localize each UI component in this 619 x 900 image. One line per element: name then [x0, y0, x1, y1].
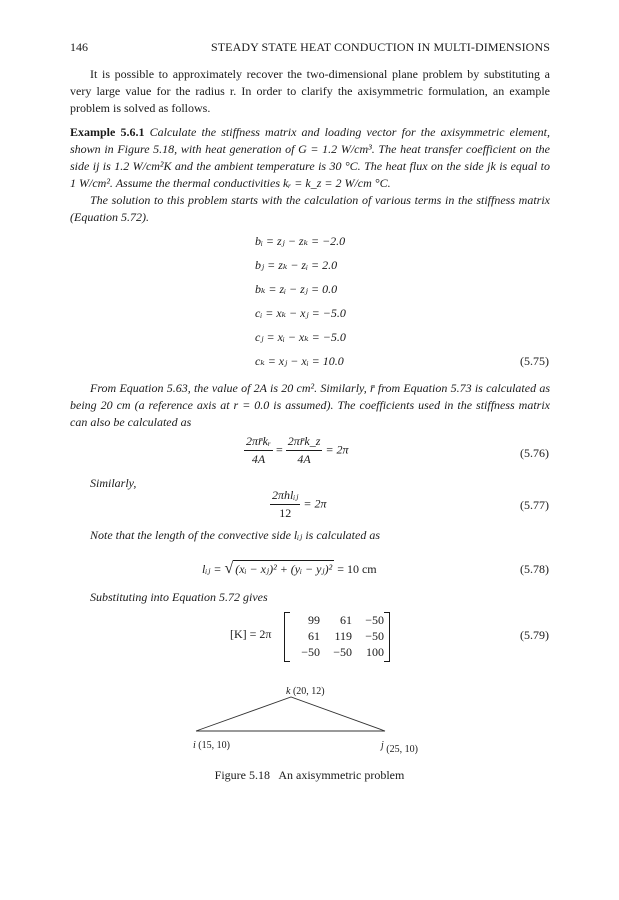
similarly-label: Similarly,	[90, 476, 137, 490]
node-i-name: i	[193, 740, 196, 751]
matrix-cell-3-2: −50	[333, 645, 352, 659]
eq-577-rhs: = 2π	[303, 496, 327, 511]
matrix-cell-2-1: 61	[308, 629, 320, 643]
page-number: 146	[70, 40, 88, 54]
eq-575-line-3: bₖ = zᵢ − zⱼ = 0.0	[255, 282, 338, 296]
node-k-label	[286, 686, 325, 697]
eq-575-line-6: cₖ = xⱼ − xᵢ = 10.0	[255, 354, 344, 368]
eq-577	[270, 488, 327, 521]
eq-578-radicand: (xᵢ − xⱼ)² + (yᵢ − yⱼ)²	[235, 562, 333, 576]
eq-576-frac-2	[286, 434, 323, 467]
eq-578-rhs: = 10 cm	[337, 562, 377, 576]
node-j-name: j	[381, 740, 384, 751]
matrix-cell-2-3: −50	[365, 629, 384, 643]
figure-caption: Figure 5.18 An axisymmetric problem	[214, 768, 405, 782]
example-text: Calculate the stiffness matrix and loading vector for the axisymmetric element, shown in Figure 5.18, with heat generation of G = 1.2 W/cm³. The heat transfer coefficient on the side ij is 1.2 W/cm²K and the ambient temperature is 30 °C. The heat flux on the side jk is equal to 1 W/cm². Assume the thermal conductivities kᵣ = k_z = 2 W/cm °C.	[70, 125, 550, 190]
node-k-coords: (20, 12)	[292, 686, 325, 697]
eq-579-lhs: [K] = 2π	[230, 627, 272, 641]
substituting-label: Substituting into Equation 5.72 gives	[90, 590, 268, 604]
node-k-name: k	[286, 686, 291, 697]
stiffness-matrix	[284, 612, 390, 660]
eq-576-number: (5.76)	[520, 446, 549, 460]
eq-576-num-1: 2πr̄kᵣ	[244, 434, 273, 451]
node-i-coords: (15, 10)	[198, 740, 230, 751]
eq-575-line-5: cⱼ = xᵢ − xₖ = −5.0	[255, 330, 346, 344]
matrix-bracket-right	[384, 612, 390, 662]
matrix-cell-3-3: 100	[366, 645, 384, 659]
running-title: STEADY STATE HEAT CONDUCTION IN MULTI-DIMENSIONS	[210, 40, 550, 54]
node-j-coords: (25, 10)	[386, 744, 418, 755]
example-label: Example 5.6.1	[70, 125, 145, 139]
matrix-cell-1-2: 61	[340, 613, 352, 627]
triangle-element	[196, 697, 385, 731]
note-length: Note that the length of the convective side lᵢⱼ is calculated as	[90, 528, 380, 542]
eq-575-number: (5.75)	[520, 354, 549, 368]
matrix-grid	[290, 612, 386, 660]
eq-577-num: 2πhlᵢⱼ	[270, 488, 300, 505]
eq-576-num-2: 2πr̄k_z	[286, 434, 323, 451]
eq-576-frac-1	[244, 434, 273, 467]
eq-576-equals: =	[275, 442, 286, 457]
eq-576-den-2: 4A	[297, 452, 311, 466]
para-area-radius: From Equation 5.63, the value of 2A is 20 cm². Similarly, r̄ from Equation 5.73 is calculated as being 20 cm (a reference axis at r = 0.0 is assumed). The coefficients used in the stiffness matrix can also be calculated as	[70, 381, 550, 429]
example-statement	[70, 124, 550, 192]
matrix-cell-2-2: 119	[334, 629, 352, 643]
eq-577-frac	[270, 488, 300, 521]
matrix-cell-1-1: 99	[308, 613, 320, 627]
intro-paragraph: It is possible to approximately recover the two-dimensional plane problem by substituting a very large value for the radius r. In order to clarify the axisymmetric formulation, an example problem is solved as follows.	[70, 67, 550, 115]
eq-575-line-4: cᵢ = xₖ − xⱼ = −5.0	[255, 306, 346, 320]
eq-578	[202, 560, 377, 578]
page-header	[70, 40, 550, 56]
eq-579-number: (5.79)	[520, 628, 549, 642]
eq-576	[244, 434, 349, 467]
sqrt-icon: √	[224, 560, 234, 577]
eq-578-lhs: lᵢⱼ =	[202, 562, 222, 576]
eq-577-number: (5.77)	[520, 498, 549, 512]
eq-578-number: (5.78)	[520, 562, 549, 576]
node-j-label	[381, 740, 418, 755]
solution-intro: The solution to this problem starts with the calculation of various terms in the stiffness matrix (Equation 5.72).	[70, 193, 550, 224]
matrix-cell-1-3: −50	[365, 613, 384, 627]
eq-577-den: 12	[279, 506, 292, 520]
node-i-label	[193, 740, 230, 751]
matrix-cell-3-1: −50	[301, 645, 320, 659]
eq-576-den-1: 4A	[251, 452, 266, 466]
eq-575-line-2: bⱼ = zₖ − zᵢ = 2.0	[255, 258, 338, 272]
eq-575-line-1: bᵢ = zⱼ − zₖ = −2.0	[255, 234, 346, 248]
eq-576-rhs: = 2π	[325, 442, 349, 457]
